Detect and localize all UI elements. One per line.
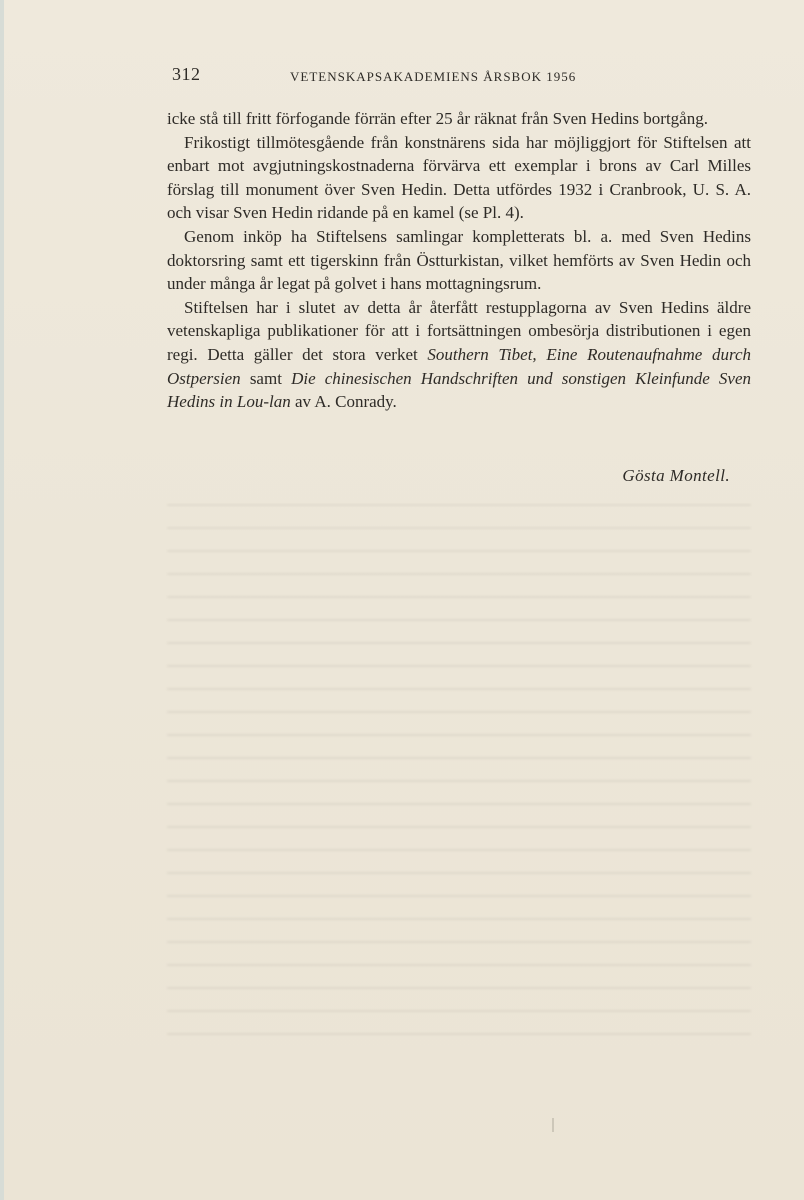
paragraph-1: icke stå till fritt förfogande förrän efter 25 år räknat från Sven Hedins bortgång. xyxy=(167,109,708,128)
book-title-southern-tibet: Southern Tibet, xyxy=(427,344,537,364)
book-title-routenaufnahme: Eine Routenaufnahme durch Ostpersien xyxy=(167,344,752,388)
page-header xyxy=(172,64,748,92)
body-text xyxy=(167,107,751,414)
author-signature: Gösta Montell. xyxy=(622,466,730,485)
paragraph-4-samt: samt xyxy=(240,368,292,388)
paragraph-2: Frikostigt tillmötesgående från konstnärens sida har möjliggjort för Stiftelsen att enbart mot avgjutningskostnaderna förvärva ett exemplar i brons av Carl Milles förslag till monument över Sven Hedin. Detta utfördes 1932 i Cranbrook, U. S. A. och visar Sven Hedin ridande på en kamel (se Pl. 4). xyxy=(167,132,751,223)
page-number: 312 xyxy=(172,64,201,84)
paragraph-4-intro: Stiftelsen har i slutet av detta år återfått restupplagorna av Sven Hedins äldre vetenskapliga publikationer för att i fortsättningen ombesörja distributionen i egen regi. Detta gäller det stora verket xyxy=(167,297,751,364)
paragraph-4 xyxy=(167,296,751,414)
reverse-side-show-through xyxy=(167,490,751,1050)
running-head: VETENSKAPSAKADEMIENS ÅRSBOK 1956 xyxy=(290,69,577,84)
paper-mark xyxy=(552,1118,554,1132)
paragraph-3: Genom inköp ha Stiftelsens samlingar kompletterats bl. a. med Sven Hedins doktorsring samt ett tigerskinn från Östturkistan, vilket hemförts av Sven Hedin och under många år legat på golvet i hans mottagningsrum. xyxy=(167,226,751,294)
document-page xyxy=(4,0,804,1200)
book-title-chinesischen-handschriften: Die chinesischen Handschriften und sonstigen Kleinfunde Sven Hedins in Lou-lan xyxy=(167,368,751,412)
paragraph-4-outro: av A. Conrady. xyxy=(290,392,397,412)
